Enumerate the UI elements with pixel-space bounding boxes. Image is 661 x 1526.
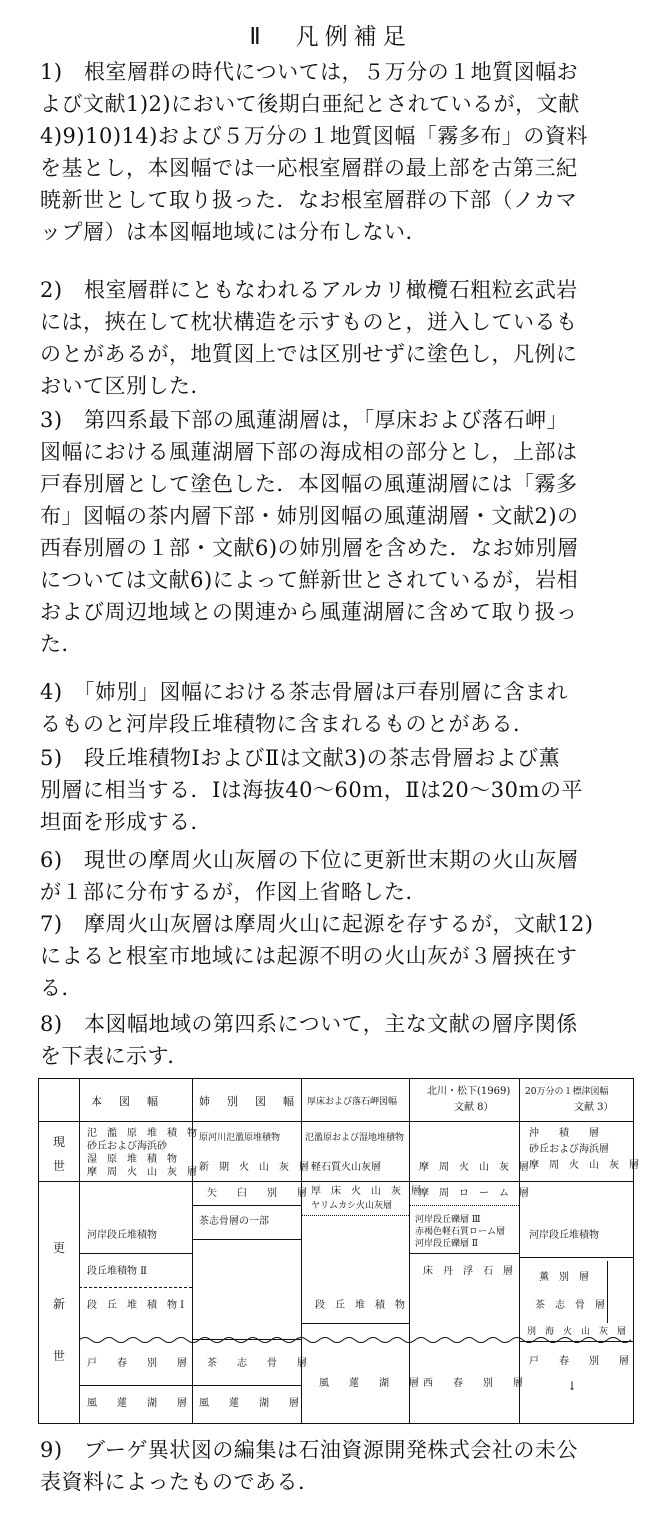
note-line: のとがあるが，地質図上では区別せずに塗色し，凡例に	[40, 342, 578, 366]
unit-boundary	[301, 1323, 409, 1324]
note-line: ップ層）は本図幅地域には分布しない．	[40, 220, 427, 244]
unit-cell: 風 蓮 湖 層	[319, 1378, 419, 1389]
note-line: 別層に相当する．Ⅰは海抜40～60ｍ，Ⅱは20～30ｍの平	[40, 778, 583, 802]
unit-cell: 河岸段丘礫層 Ⅱ	[415, 1239, 478, 1249]
unit-cell: 茶志骨層の一部	[199, 1216, 269, 1227]
note-line: た．	[40, 632, 83, 656]
unit-cell: 河岸段丘礫層 Ⅲ	[415, 1215, 481, 1225]
note-line: 6) 現世の摩周火山灰層の下位に更新世末期の火山灰層	[40, 848, 579, 872]
unit-cell: 氾 濫 原 堆 積 物	[87, 1128, 197, 1139]
down-arrow-icon: ↓	[567, 1379, 578, 1393]
unit-cell: 矢 臼 別 層	[207, 1188, 307, 1199]
note-line: 2) 根室層群にともなわれるアルカリ橄欖石粗粒玄武岩	[40, 278, 578, 302]
unit-cell: 厚 床 火 山 灰 層	[311, 1186, 421, 1197]
note-line: が１部に分布するが，作図上省略した．	[40, 880, 427, 904]
unit-cell: 沖 積 層	[529, 1128, 599, 1139]
epoch-pleistocene-1: 更	[52, 1241, 65, 1255]
note-line: 4)9)10)14)および５万分の１地質図幅「霧多布」の資料	[40, 124, 588, 148]
unit-cell: 茶 志 骨 層	[535, 1300, 605, 1311]
note-7	[40, 908, 638, 1004]
note-line: るものと河岸段丘堆積物に含まれるものとがある．	[40, 712, 535, 736]
unit-cell: 氾濫原および湿地堆積物	[305, 1133, 405, 1143]
header-divider	[39, 1121, 633, 1122]
unit-cell: 戸 春 別 層	[87, 1358, 187, 1369]
table-divider	[519, 1079, 520, 1423]
note-line: 5) 段丘堆積物ⅠおよびⅡは文献3)の茶志骨層および薫	[40, 746, 561, 770]
stratigraphy-table	[38, 1078, 639, 1424]
unit-cell: 砂丘および海浜層	[529, 1144, 609, 1155]
unit-cell: 軽石質火山灰層	[311, 1162, 381, 1173]
unit-cell: 段丘堆積物 Ⅱ	[87, 1266, 147, 1277]
note-4	[40, 676, 638, 740]
unit-cell: 摩 周 ロ ー ム 層	[419, 1188, 529, 1199]
table-divider	[79, 1079, 80, 1423]
epoch-pleistocene-2: 新	[52, 1297, 65, 1311]
unit-boundary	[79, 1385, 192, 1386]
unit-boundary	[79, 1253, 192, 1254]
note-line: および周辺地域との関連から風蓮湖層に含めて取り扱っ	[40, 600, 578, 624]
section-title: Ⅱ 凡例補足	[249, 24, 412, 50]
unit-cell: ヤリムカシ火山灰層	[311, 1201, 393, 1211]
unit-boundary	[79, 1287, 192, 1288]
note-line: 9) ブーゲ異状図の編集は石油資源開発株式会社の未公	[40, 1438, 578, 1462]
unit-cell: 河岸段丘堆積物	[529, 1230, 599, 1241]
note-line: 3) 第四系最下部の風蓮湖層は，「厚床および落石岬」	[40, 408, 569, 432]
unit-cell: 砂丘および海浜砂	[87, 1141, 167, 1152]
note-line: 7) 摩周火山灰層は摩周火山に起源を存するが，文献12)	[40, 912, 594, 936]
unit-cell: 風 蓮 湖 層	[87, 1398, 187, 1409]
epoch-holocene-1: 現	[52, 1135, 65, 1149]
note-line: 8) 本図幅地域の第四系について，主な文献の層序関係	[40, 1012, 578, 1036]
unit-cell: 床 丹 浮 石 層	[423, 1266, 513, 1277]
unit-cell: 風 蓮 湖 層	[199, 1398, 299, 1409]
note-line: については文献6)によって鮮新世とされているが，岩相	[40, 568, 579, 592]
unit-boundary	[192, 1385, 301, 1386]
note-line: る．	[40, 976, 83, 1000]
note-3	[40, 404, 638, 660]
unit-cell: 段 丘 堆 積 物	[315, 1300, 405, 1311]
unit-boundary	[519, 1257, 633, 1258]
note-9	[40, 1434, 638, 1498]
table-divider	[409, 1079, 410, 1423]
note-line: 図幅における風蓮湖層下部の海成相の部分とし，上部は	[40, 440, 578, 464]
note-line: 暁新世として取り扱った．なお根室層群の下部（ノカマ	[40, 188, 578, 212]
unit-boundary	[409, 1205, 519, 1206]
header-col5-ref: 文献 3）	[574, 1102, 614, 1113]
unit-boundary	[301, 1215, 409, 1216]
unit-cell: 摩 周 火 山 灰 層	[87, 1167, 197, 1178]
note-6	[40, 844, 638, 908]
unit-cell: 湿 原 堆 積 物	[87, 1154, 177, 1165]
note-line: 坦面を形成する．	[40, 810, 212, 834]
header-col4-ref: 文献 8）	[454, 1102, 494, 1113]
unit-cell: 段 丘 堆 積 物 Ⅰ	[87, 1300, 185, 1311]
note-line: を基とし，本図幅では一応根室層群の最上部を古第三紀	[40, 156, 578, 180]
note-line: おいて区別した．	[40, 374, 212, 398]
note-5	[40, 742, 638, 838]
note-line: 布」図幅の茶内層下部・姉別図幅の風蓮湖層・文献2)の	[40, 504, 579, 528]
note-line: 戸春別層として塗色した．本図幅の風蓮湖層には「霧多	[40, 472, 578, 496]
note-line: を下表に示す．	[40, 1044, 189, 1068]
unit-divider	[607, 1261, 608, 1323]
unit-cell: 戸 春 別 層	[529, 1356, 629, 1367]
note-line: によると根室市地域には起源不明の火山灰が３層挾在す	[40, 944, 578, 968]
header-col2: 姉 別 図 幅	[199, 1095, 297, 1108]
note-line: 4) 「姉別」図幅における茶志骨層は戸春別層に含まれ	[40, 680, 569, 704]
unit-boundary	[409, 1253, 519, 1254]
epoch-divider	[39, 1181, 633, 1182]
unit-boundary	[192, 1205, 301, 1206]
note-2	[40, 274, 638, 402]
header-col4: 北川・松下(1969)	[427, 1086, 511, 1097]
note-line: 1) 根室層群の時代については，５万分の１地質図幅お	[40, 60, 579, 84]
unit-cell: 原河川氾濫原堆積物	[199, 1133, 281, 1143]
note-1	[40, 56, 638, 248]
unit-cell: 新 期 火 山 灰 層	[199, 1162, 309, 1173]
epoch-pleistocene-3: 世	[52, 1349, 65, 1363]
unit-cell: 赤褐色軽石質ローム層	[415, 1227, 506, 1237]
note-line: には，挾在して枕状構造を示すものと，迸入しているも	[40, 310, 578, 334]
unit-cell: 摩 周 火 山 灰 層	[529, 1160, 639, 1171]
note-line: 表資料によったものである．	[40, 1470, 320, 1494]
note-line: 西春別層の１部・文献6)の姉別層を含めた．なお姉別層	[40, 536, 579, 560]
epoch-holocene-2: 世	[52, 1159, 65, 1173]
unit-cell: 摩 周 火 山 灰 層	[419, 1162, 529, 1173]
note-8	[40, 1008, 638, 1072]
unit-cell: 薫 別 層	[539, 1272, 589, 1283]
table-divider	[301, 1079, 302, 1423]
unit-boundary	[192, 1239, 301, 1240]
unit-cell: 西 春 別 層	[423, 1378, 523, 1389]
header-col5: 20万分の１標津図幅	[525, 1087, 609, 1097]
header-col1: 本 図 幅	[91, 1095, 161, 1108]
unit-cell: 茶 志 骨 層	[207, 1358, 307, 1369]
note-line: よび文献1)2)において後期白亜紀とされているが，文献	[40, 92, 580, 116]
unconformity-wave	[79, 1335, 633, 1345]
unit-cell: 河岸段丘堆積物	[87, 1230, 157, 1241]
unit-cell: 別 海 火 山 灰 層	[527, 1327, 627, 1337]
header-col3: 厚床および落石岬図幅	[307, 1097, 398, 1107]
